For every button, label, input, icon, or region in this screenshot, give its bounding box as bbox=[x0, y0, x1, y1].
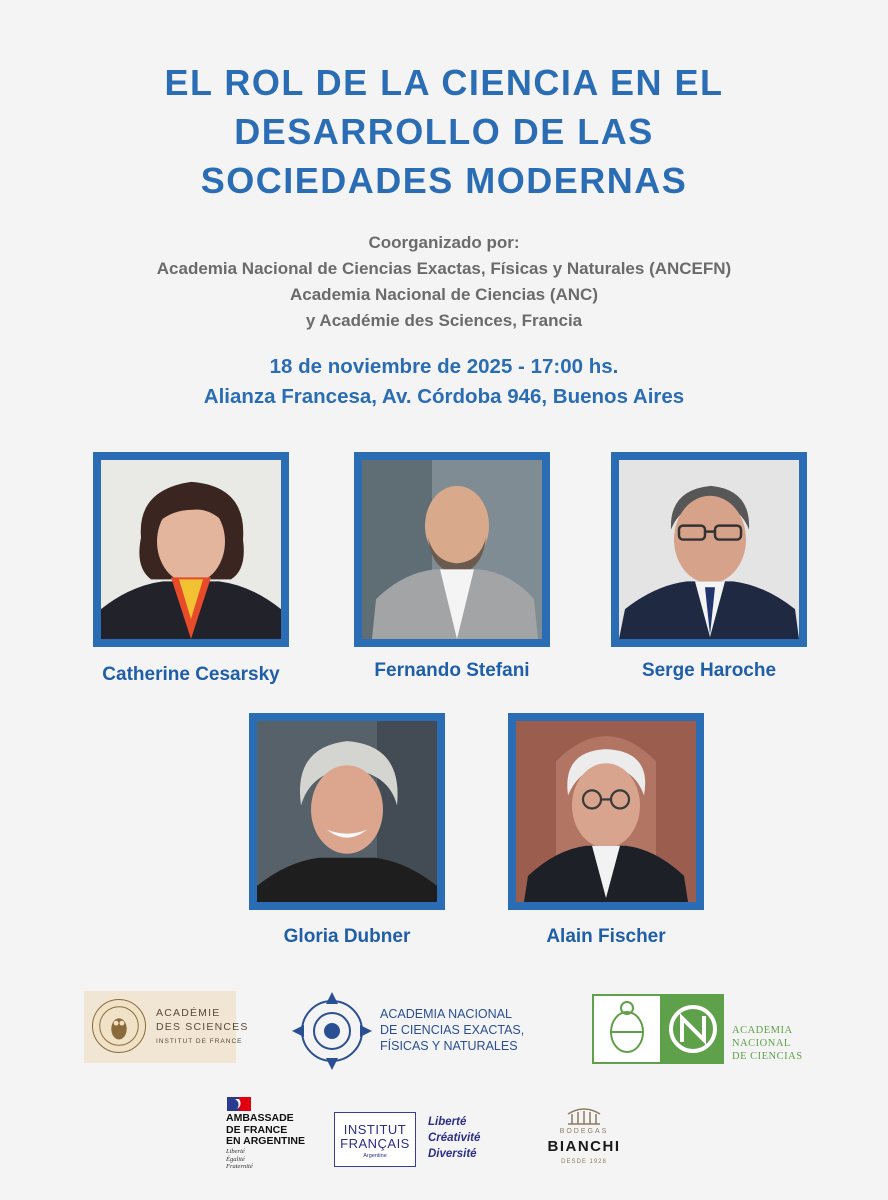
speaker-photo-serge-haroche bbox=[611, 452, 807, 647]
portrait-image bbox=[362, 460, 542, 639]
portrait-image bbox=[516, 721, 696, 902]
bianchi-small: BODEGAS bbox=[559, 1128, 609, 1135]
ancefn-name bbox=[380, 1006, 524, 1054]
ancefn-line-3: FÍSICAS Y NATURALES bbox=[380, 1039, 518, 1053]
speaker-name-catherine-cesarsky: Catherine Cesarsky bbox=[102, 664, 280, 685]
speaker-photo-catherine-cesarsky bbox=[93, 452, 289, 647]
anc-logo bbox=[592, 994, 822, 1066]
anc-line-1: ACADEMIA bbox=[732, 1025, 793, 1036]
tagline-line-1: Liberté bbox=[428, 1116, 467, 1128]
speaker-photo-gloria-dubner bbox=[249, 713, 445, 910]
anc-monogram-icon bbox=[662, 994, 724, 1064]
portrait-image bbox=[257, 721, 437, 902]
title-line-3: SOCIEDADES MODERNAS bbox=[200, 160, 688, 201]
bianchi-date: DESDE 1928 bbox=[561, 1159, 607, 1165]
winery-building-icon bbox=[566, 1104, 602, 1126]
academie-line-2: DES SCIENCES bbox=[156, 1021, 249, 1033]
speaker-name-gloria-dubner: Gloria Dubner bbox=[283, 926, 411, 947]
speaker-name-serge-haroche: Serge Haroche bbox=[641, 660, 777, 681]
french-republic-flag-icon bbox=[227, 1097, 251, 1111]
ancefn-line-1: ACADEMIA NACIONAL bbox=[380, 1007, 512, 1021]
portrait-image bbox=[619, 460, 799, 639]
ambassade-line-1: AMBASSADE bbox=[226, 1112, 294, 1124]
bodegas-bianchi-logo bbox=[540, 1104, 630, 1174]
institut-country: Argentine bbox=[363, 1153, 387, 1159]
title-line-1: EL ROL DE LA CIENCIA EN EL bbox=[164, 62, 724, 103]
speaker-photo-fernando-stefani bbox=[354, 452, 550, 647]
event-venue: Alianza Francesa, Av. Córdoba 946, Buenos Aires bbox=[203, 385, 685, 408]
academie-line-3: INSTITUT DE FRANCE bbox=[156, 1038, 243, 1045]
anc-line-2: NACIONAL bbox=[732, 1038, 791, 1049]
event-info bbox=[0, 352, 888, 412]
tagline-line-3: Diversité bbox=[428, 1148, 477, 1160]
institut-name bbox=[335, 1123, 415, 1151]
coorganizer-academie: y Académie des Sciences, Francia bbox=[305, 311, 583, 330]
institut-tagline bbox=[428, 1114, 480, 1162]
ancefn-logo bbox=[290, 986, 550, 1074]
ancefn-line-2: DE CIENCIAS EXACTAS, bbox=[380, 1023, 525, 1037]
ambassade-motto bbox=[226, 1148, 253, 1171]
motto-line-1: Liberté bbox=[226, 1148, 245, 1155]
event-datetime: 18 de noviembre de 2025 - 17:00 hs. bbox=[269, 355, 619, 378]
ambassade-de-france-logo bbox=[226, 1096, 336, 1176]
coorganizer-ancefn: Academia Nacional de Ciencias Exactas, Físicas y Naturales (ANCEFN) bbox=[156, 259, 732, 278]
title-line-2: DESARROLLO DE LAS bbox=[234, 111, 654, 152]
speaker-name-alain-fischer: Alain Fischer bbox=[546, 926, 666, 947]
anc-line-3: DE CIENCIAS bbox=[732, 1051, 803, 1062]
ancefn-emblem-icon bbox=[290, 990, 374, 1072]
portrait-image bbox=[101, 460, 281, 639]
institut-francais-logo bbox=[334, 1112, 416, 1167]
owl-seal-icon bbox=[92, 999, 146, 1053]
ambassade-name bbox=[226, 1113, 305, 1148]
anc-name bbox=[732, 1024, 803, 1063]
institut-line-2: FRANÇAIS bbox=[340, 1136, 410, 1151]
academie-line-1: ACADÉMIE bbox=[156, 1007, 221, 1019]
argentina-coat-of-arms-icon bbox=[592, 994, 662, 1064]
institut-line-1: INSTITUT bbox=[343, 1122, 407, 1137]
tagline-line-2: Créativité bbox=[428, 1132, 481, 1144]
ambassade-line-3: EN ARGENTINE bbox=[226, 1135, 305, 1147]
academie-des-sciences-logo bbox=[84, 991, 249, 1063]
coorganizers-block bbox=[0, 230, 888, 334]
speaker-name-fernando-stefani: Fernando Stefani bbox=[374, 660, 530, 681]
bianchi-main: BIANCHI bbox=[547, 1138, 621, 1155]
motto-line-3: Fraternité bbox=[226, 1163, 253, 1170]
coorganizer-anc: Academia Nacional de Ciencias (ANC) bbox=[290, 285, 598, 304]
motto-line-2: Égalité bbox=[226, 1155, 245, 1163]
ambassade-line-2: DE FRANCE bbox=[226, 1123, 288, 1136]
coorganizers-heading: Coorganizado por: bbox=[368, 233, 520, 252]
page-title bbox=[0, 58, 888, 205]
speaker-photo-alain-fischer bbox=[508, 713, 704, 910]
